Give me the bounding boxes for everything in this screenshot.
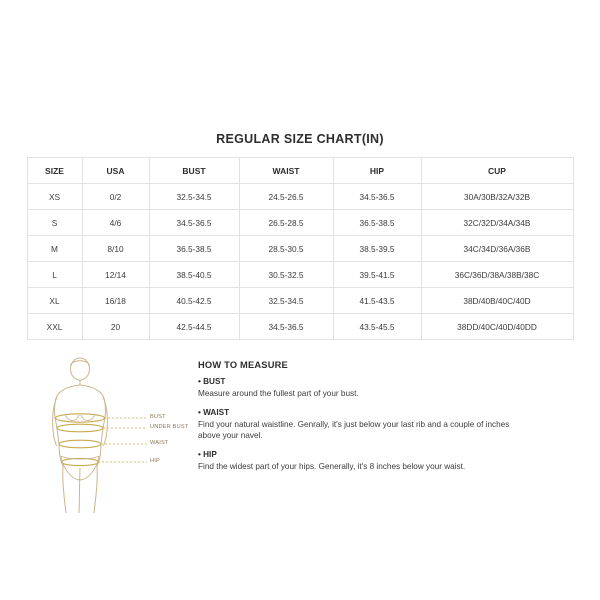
- cell-usa: 12/14: [82, 262, 149, 288]
- cell-size: XS: [27, 184, 82, 210]
- cell-waist: 30.5-32.5: [239, 262, 333, 288]
- cell-hip: 41.5-43.5: [333, 288, 421, 314]
- measure-section: [0, 356, 600, 506]
- cell-cup: 30A/30B/32A/32B: [421, 184, 573, 210]
- measure-item-text: Find the widest part of your hips. Generally, it's 8 inches below your waist.: [198, 462, 466, 472]
- column-header-bust: BUST: [149, 158, 239, 184]
- cell-usa: 20: [82, 314, 149, 340]
- cell-bust: 36.5-38.5: [149, 236, 239, 262]
- cell-bust: 32.5-34.5: [149, 184, 239, 210]
- measure-item-name: • BUST: [198, 377, 226, 386]
- column-header-usa: USA: [82, 158, 149, 184]
- cell-size: L: [27, 262, 82, 288]
- cell-hip: 34.5-36.5: [333, 184, 421, 210]
- column-header-waist: WAIST: [239, 158, 333, 184]
- cell-waist: 26.5-28.5: [239, 210, 333, 236]
- cell-usa: 4/6: [82, 210, 149, 236]
- female-body-diagram-icon: [43, 356, 195, 516]
- body-figure: [43, 356, 195, 516]
- table-row: [27, 314, 573, 340]
- figure-label-hip: HIP: [150, 458, 160, 464]
- table-header-row: [27, 158, 573, 184]
- cell-bust: 34.5-36.5: [149, 210, 239, 236]
- table-row: [27, 236, 573, 262]
- cell-waist: 28.5-30.5: [239, 236, 333, 262]
- column-header-size: SIZE: [27, 158, 82, 184]
- cell-usa: 16/18: [82, 288, 149, 314]
- cell-bust: 42.5-44.5: [149, 314, 239, 340]
- measure-item-name: • WAIST: [198, 408, 230, 418]
- measure-item-text: Measure around the fullest part of your bust.: [198, 389, 359, 398]
- size-chart-table: [27, 157, 574, 340]
- figure-label-under-bust: UNDER BUST: [150, 424, 189, 430]
- cell-hip: 38.5-39.5: [333, 236, 421, 262]
- page-title: REGULAR SIZE CHART(IN): [216, 132, 384, 146]
- cell-bust: 40.5-42.5: [149, 288, 239, 314]
- cell-cup: 36C/36D/38A/38B/38C: [421, 262, 573, 288]
- measure-item-hip: [198, 450, 568, 472]
- table-row: [27, 262, 573, 288]
- cell-size: XXL: [27, 314, 82, 340]
- cell-cup: 32C/32D/34A/34B: [421, 210, 573, 236]
- cell-waist: 34.5-36.5: [239, 314, 333, 340]
- column-header-hip: HIP: [333, 158, 421, 184]
- cell-size: M: [27, 236, 82, 262]
- cell-usa: 0/2: [82, 184, 149, 210]
- table-row: [27, 288, 573, 314]
- measure-item-name: • HIP: [198, 450, 217, 460]
- measure-item-waist: [198, 408, 568, 441]
- measure-item-bust: [198, 377, 568, 399]
- cell-size: XL: [27, 288, 82, 314]
- how-to-measure-title: HOW TO MEASURE: [198, 360, 288, 370]
- cell-size: S: [27, 210, 82, 236]
- cell-bust: 38.5-40.5: [149, 262, 239, 288]
- cell-hip: 36.5-38.5: [333, 210, 421, 236]
- cell-hip: 39.5-41.5: [333, 262, 421, 288]
- column-header-cup: CUP: [421, 158, 573, 184]
- cell-cup: 38D/40B/40C/40D: [421, 288, 573, 314]
- cell-hip: 43.5-45.5: [333, 314, 421, 340]
- figure-label-waist: WAIST: [150, 440, 169, 446]
- cell-cup: 38DD/40C/40D/40DD: [421, 314, 573, 340]
- cell-waist: 24.5-26.5: [239, 184, 333, 210]
- cell-usa: 8/10: [82, 236, 149, 262]
- measure-item-text: Find your natural waistline. Genrally, it's just below your last rib and a couple of inches above your navel.: [198, 420, 510, 441]
- cell-cup: 34C/34D/36A/36B: [421, 236, 573, 262]
- table-row: [27, 184, 573, 210]
- cell-waist: 32.5-34.5: [239, 288, 333, 314]
- table-row: [27, 210, 573, 236]
- how-to-measure-block: [198, 360, 568, 481]
- figure-label-bust: BUST: [150, 414, 166, 420]
